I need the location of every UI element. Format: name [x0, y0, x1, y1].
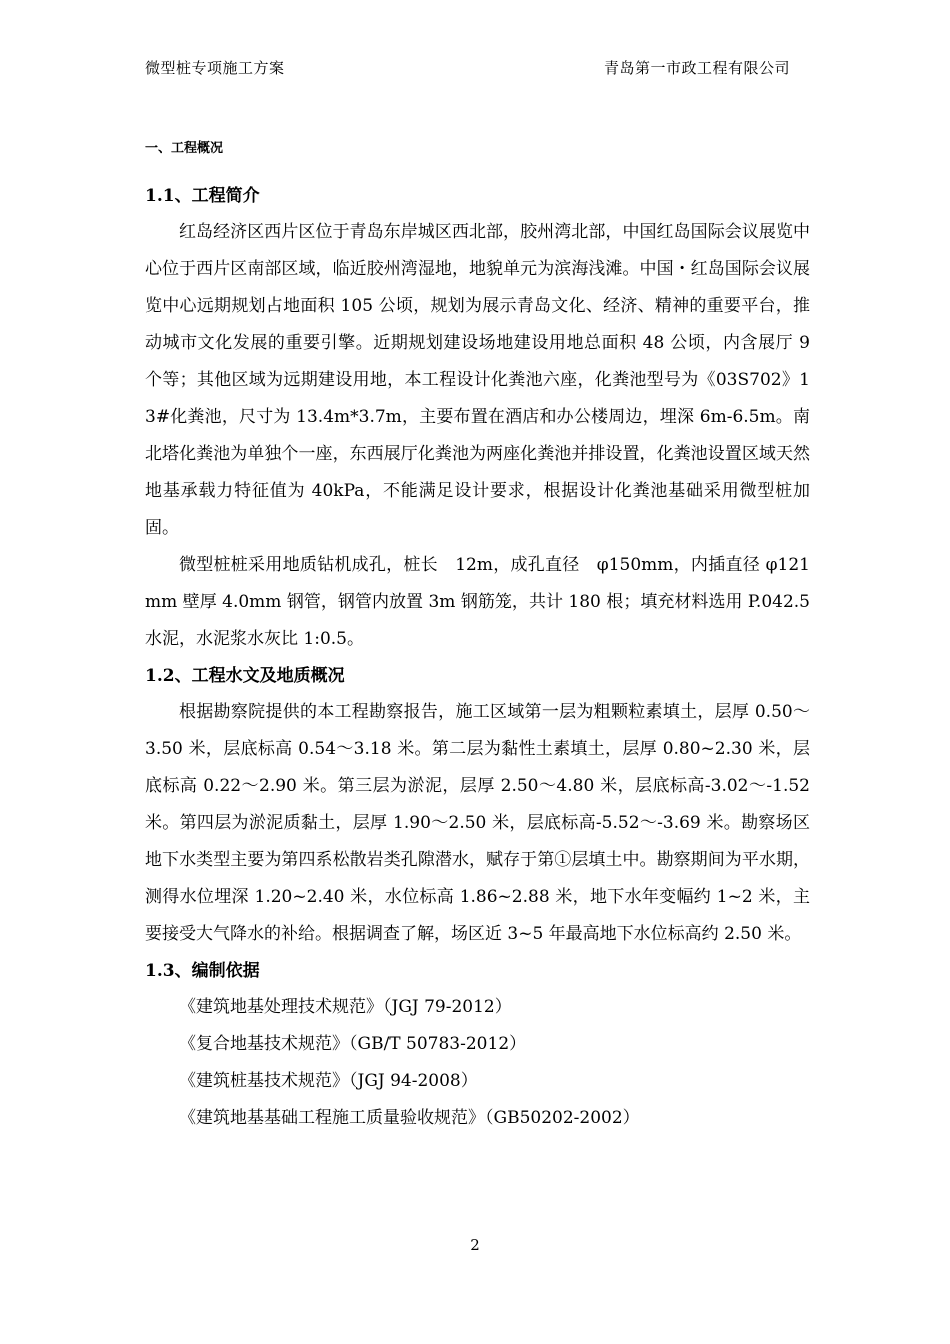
- header-document-title: 微型桩专项施工方案: [145, 59, 285, 77]
- reference-item: 《复合地基技术规范》（GB/T 50783-2012）: [179, 1034, 527, 1054]
- subsection-title-references: 1.3、编制依据: [145, 961, 260, 981]
- paragraph-hydrogeology: 根据勘察院提供的本工程勘察报告，施工区域第一层为粗颗粒素填土，层厚 0.50～3.50 米，层底标高 0.54～3.18 米。第二层为黏性土素填土，层厚 0.80~2.30 米，层底标高 0.22～2.90 米。第三层为淤泥，层厚 2.50～4.80 米，层底标高-3.02～-1.52 米。第四层为淤泥质黏土，层厚 1.90～2.50 米，层底标高-5.52～-3.69 米。勘察场区地下水类型主要为第四系松散岩类孔隙潜水，赋存于第①层填土中。勘察期间为平水期，测得水位埋深 1.20~2.40 米，水位标高 1.86~2.88 米，地下水年变幅约 1~2 米，主要接受大气降水的补给。根据调查了解，场区近 3~5 年最高地下水位标高约 2.50 米。: [145, 702, 810, 944]
- reference-item: 《建筑地基基础工程施工质量验收规范》（GB50202-2002）: [179, 1108, 640, 1128]
- header-company-name: 青岛第一市政工程有限公司: [603, 59, 790, 77]
- paragraph-introduction-2: 微型桩桩采用地质钻机成孔，桩长 12m，成孔直径 φ150mm，内插直径 φ121mm 壁厚 4.0mm 钢管，钢管内放置 3m 钢筋笼，共计 180 根；填充材料选用 P.042.5 水泥，水泥浆水灰比 1:0.5。: [145, 555, 810, 649]
- subsection-title-introduction: 1.1、工程简介: [145, 186, 260, 206]
- document-body: [145, 138, 810, 1137]
- reference-list: [145, 989, 810, 1137]
- reference-item: 《建筑桩基技术规范》（JGJ 94-2008）: [179, 1071, 478, 1091]
- reference-item: 《建筑地基处理技术规范》（JGJ 79-2012）: [179, 997, 512, 1017]
- paragraph-introduction-1: 红岛经济区西片区位于青岛东岸城区西北部，胶州湾北部，中国红岛国际会议展览中心位于西片区南部区域，临近胶州湾湿地，地貌单元为滨海浅滩。中国・红岛国际会议展览中心远期规划占地面积 105 公顷，规划为展示青岛文化、经济、精神的重要平台，推动城市文化发展的重要引擎。近期规划建设场地建设用地总面积 48 公顷，内含展厅 9 个等；其他区域为远期建设用地，本工程设计化粪池六座，化粪池型号为《03S702》13#化粪池，尺寸为 13.4m*3.7m，主要布置在酒店和办公楼周边，埋深 6m-6.5m。南北塔化粪池为单独个一座，东西展厅化粪池为两座化粪池并排设置，化粪池设置区域天然地基承载力特征值为 40kPa，不能满足设计要求，根据设计化粪池基础采用微型桩加固。: [145, 222, 810, 538]
- page-number: 2: [470, 1236, 480, 1254]
- section-title-overview: 一、工程概况: [145, 141, 224, 156]
- subsection-title-hydrogeology: 1.2、工程水文及地质概况: [145, 666, 345, 686]
